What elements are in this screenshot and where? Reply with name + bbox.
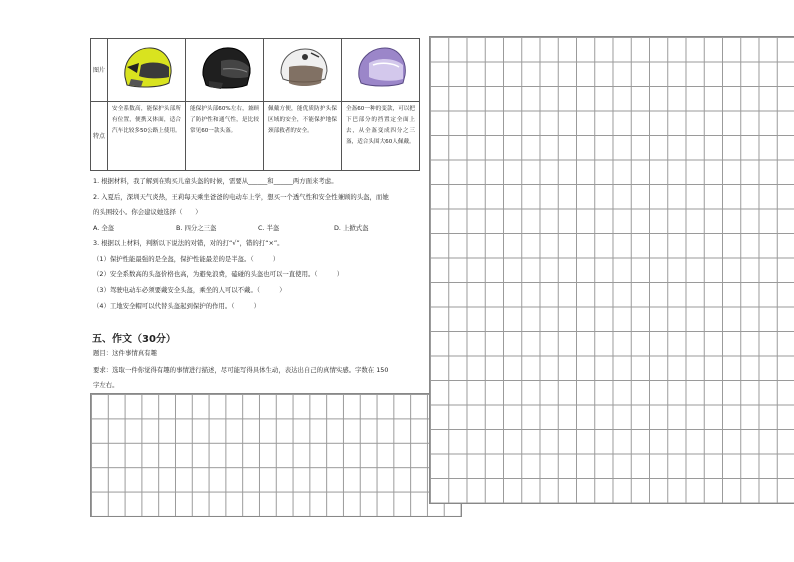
essay-requirement-line-2: 字左右。 <box>93 381 119 389</box>
essay-requirement-line-1: 要求：选取一件你觉得有趣的事情进行描述，尽可能写得具体生动，表达出自己的真情实感。字数在 150 <box>93 366 389 374</box>
essay-topic: 题目：这件事情真有趣 <box>93 349 157 357</box>
essay-writing-grid-right[interactable] <box>429 36 794 504</box>
option-c: C. 半盔 <box>258 224 280 232</box>
black-helmet-icon <box>197 43 253 93</box>
question-3-item-2: （2）安全系数高的头盔价格也高，为避免浪费，磕碰的头盔也可以一直使用。（ ） <box>93 270 344 278</box>
essay-section-title: 五、作文（30分） <box>92 334 176 345</box>
purple-helmet-icon <box>353 43 409 93</box>
helmet-table-grid <box>90 38 420 171</box>
helmet-picture-cell-3 <box>264 39 342 102</box>
row-label-features: 特点 <box>91 102 108 171</box>
helmet-picture-cell-4 <box>342 39 420 102</box>
yellow-helmet-icon <box>119 43 175 93</box>
option-d: D. 上掀式盔 <box>334 224 369 232</box>
helmet-desc-1: 安全系数高，能保护头部所有位置，便携又体面，适合汽车比较多50公路上使用。 <box>108 102 186 171</box>
helmet-desc-2: 能保护头部60%左右，兼顾了防护性和通气性，是比较常见60一款头盔。 <box>186 102 264 171</box>
essay-writing-grid-left[interactable] <box>90 393 462 517</box>
helmet-picture-cell-2 <box>186 39 264 102</box>
helmet-desc-4: 全盔60一种的变款，可以把下巴部分的挡置定全面上去，从全盔变成四分之三盔，适合头围大60人佩戴。 <box>342 102 420 171</box>
question-1: 1. 根据材料，我了解到在购买儿童头盔的时候，需要从______和______两方面来考虑。 <box>93 177 338 185</box>
question-3: 3. 根据以上材料，判断以下说法的对错，对的打“√”，错的打“×”。 <box>93 239 284 247</box>
white-helmet-icon <box>275 43 331 93</box>
question-2-line-2: 的头围较小。你会建议她选择（ ） <box>93 208 202 216</box>
option-a: A. 全盔 <box>93 224 115 232</box>
question-3-item-1: （1）保护性能最强的是全盔，保护性能最差的是半盔。（ ） <box>93 255 280 263</box>
helmet-desc-3: 佩戴方便，能优质防护头保区域的安全，不能保护地保颈部救者的安全。 <box>264 102 342 171</box>
question-3-item-4: （4）工地安全帽可以代替头盔起到保护的作用。（ ） <box>93 302 261 310</box>
row-label-picture: 图片 <box>91 39 108 102</box>
option-b: B. 四分之三盔 <box>176 224 217 232</box>
helmet-picture-cell-1 <box>108 39 186 102</box>
question-2-line-1: 2. 入夏后，深圳天气炎热，王莉每天乘坐爸爸的电动车上学，想买一个透气性和安全性兼顾的头盔，而她 <box>93 193 389 201</box>
question-3-item-3: （3）驾驶电动车必须要戴安全头盔，乘坐的人可以不戴。（ ） <box>93 286 286 294</box>
helmet-comparison-table <box>90 38 420 171</box>
